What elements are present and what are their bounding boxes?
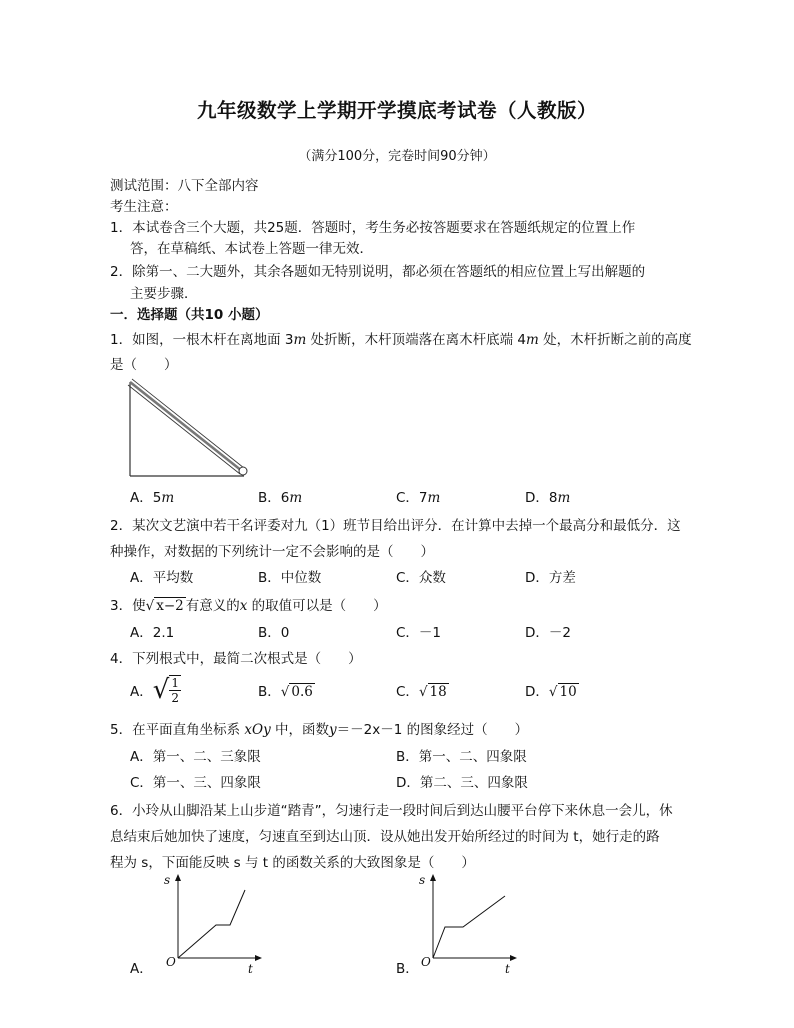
- test-scope: 测试范围：八下全部内容: [110, 178, 259, 194]
- notice-2-line2: 主要步骤．: [130, 286, 198, 302]
- origin-label: O: [166, 955, 176, 969]
- q3-option-d[interactable]: D．－2: [525, 625, 571, 641]
- q6-graph-a[interactable]: [150, 870, 270, 975]
- q2-stem-line2: 种操作，对数据的下列统计一定不会影响的是（ ）: [110, 544, 434, 560]
- axis-t-label: t: [505, 962, 510, 975]
- notice-heading: 考生注意：: [110, 199, 178, 215]
- q2-option-d[interactable]: D．方差: [525, 570, 576, 586]
- q4-option-a[interactable]: A． √ $\frac{1}{2}$: [130, 675, 179, 705]
- section-heading-choice: 一．选择题（共10 小题）: [110, 307, 269, 323]
- q6-option-b-label[interactable]: B．: [396, 961, 419, 977]
- q1-option-c[interactable]: C．7m: [396, 490, 441, 506]
- q2-option-b[interactable]: B．中位数: [258, 570, 322, 586]
- q4-option-b[interactable]: B．√ 0.6: [258, 684, 313, 700]
- pole-tip: [239, 467, 247, 475]
- q6-stem-line2: 息结束后她加快了速度，匀速直至到达山顶．设从她出发开始所经过的时间为 t，她行走的路: [110, 829, 660, 845]
- q1-option-b[interactable]: B．6m: [258, 490, 303, 506]
- q6-stem-line3: 程为 s，下面能反映 s 与 t 的函数关系的大致图象是（ ）: [110, 855, 475, 871]
- q6-stem-line1: 6．小玲从山脚沿某上山步道“踏青”，匀速行走一段时间后到达山腰平台停下来休息一会儿，休: [110, 803, 673, 819]
- axis-s-label: s: [419, 873, 426, 887]
- q5-option-c[interactable]: C．第一、三、四象限: [130, 775, 261, 791]
- page-title: 九年级数学上学期开学摸底考试卷（人教版）: [196, 99, 597, 122]
- page-subtitle: （满分100分，完卷时间90分钟）: [298, 149, 496, 164]
- q5-option-d[interactable]: D．第二、三、四象限: [396, 775, 528, 791]
- q2-stem-line1: 2．某次文艺演中若干名评委对九（1）班节目给出评分．在计算中去掉一个最高分和最低分．这: [110, 518, 681, 534]
- q4-stem: 4．下列根式中，最简二次根式是（ ）: [110, 651, 362, 667]
- notice-2-line1: 2．除第一、二大题外，其余各题如无特别说明，都必须在答题纸的相应位置上写出解题的: [110, 264, 646, 280]
- pole-fallen-part: [130, 382, 242, 471]
- graph-b-curve: [433, 896, 505, 958]
- origin-label: O: [421, 955, 431, 969]
- q1-stem-line2: 是（ ）: [110, 357, 178, 373]
- q2-option-c[interactable]: C．众数: [396, 570, 446, 586]
- notice-1-line2: 答，在草稿纸、本试卷上答题一律无效．: [130, 241, 373, 257]
- q3-stem: 3．使√ x−2 有意义的x 的取值可以是（ ）: [110, 598, 387, 614]
- q3-radicand: x−2: [156, 598, 184, 614]
- q3-option-a[interactable]: A．2.1: [130, 625, 175, 641]
- q5-option-b[interactable]: B．第一、二、四象限: [396, 749, 527, 765]
- q5-stem: 5．在平面直角坐标系 xOy 中，函数y＝－2x－1 的图象经过（ ）: [110, 722, 529, 738]
- q4-option-c[interactable]: C．√ 18: [396, 684, 447, 700]
- axis-s-label: s: [164, 873, 171, 887]
- q1-broken-pole-figure: [120, 376, 255, 480]
- graph-a-curve: [178, 890, 245, 958]
- q3-option-c[interactable]: C．－1: [396, 625, 442, 641]
- axis-t-label: t: [248, 962, 253, 975]
- q1-stem-line1: 1．如图，一根木杆在离地面 3m 处折断，木杆顶端落在离木杆底端 4m 处，木杆折断之前的高度: [110, 332, 692, 348]
- q6-graph-b[interactable]: [405, 870, 525, 975]
- q6-option-a-label[interactable]: A．: [130, 961, 153, 977]
- q3-option-b[interactable]: B．0: [258, 625, 290, 641]
- q4-option-d[interactable]: D．√ 10: [525, 684, 577, 700]
- q1-option-d[interactable]: D．8m: [525, 490, 571, 506]
- q1-option-a[interactable]: A．5m: [130, 490, 175, 506]
- notice-1-line1: 1．本试卷含三个大题，共25题．答题时，考生务必按答题要求在答题纸规定的位置上作: [110, 220, 636, 236]
- q5-option-a[interactable]: A．第一、二、三象限: [130, 749, 261, 765]
- q2-option-a[interactable]: A．平均数: [130, 570, 194, 586]
